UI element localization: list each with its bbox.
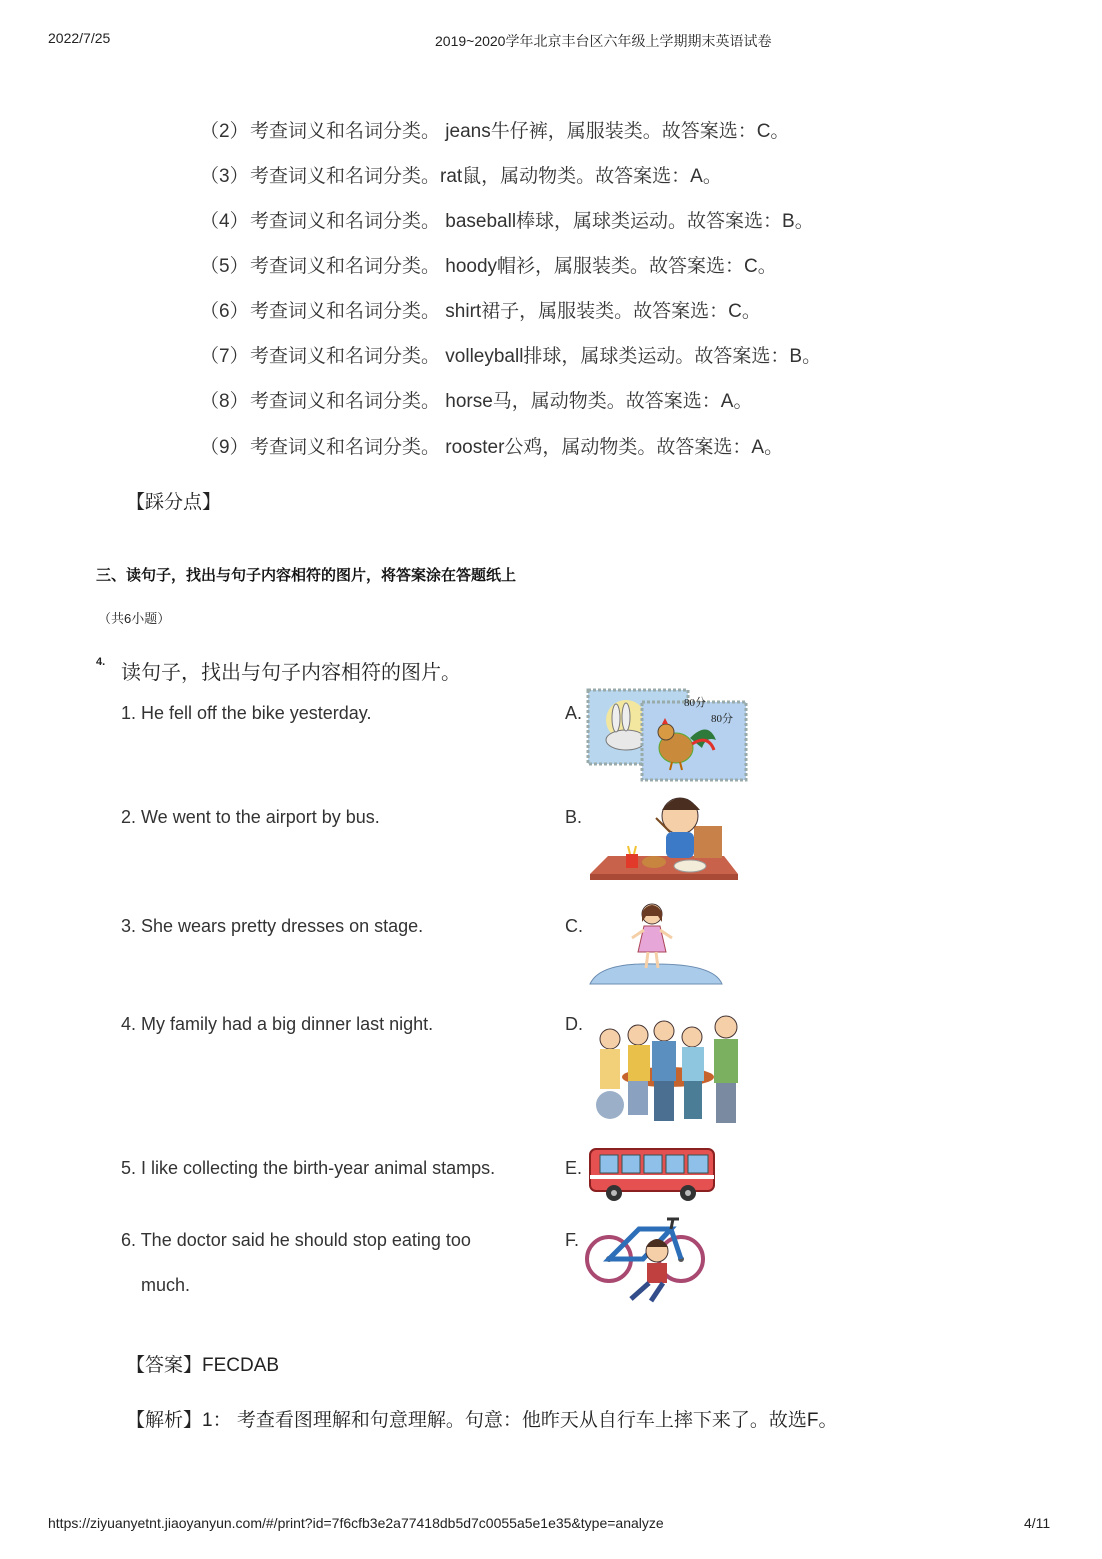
question-number: 4. [96,656,106,668]
stamps-image [586,688,748,782]
option-a-letter: A. [565,703,583,723]
option-e-letter: E. [565,1158,583,1178]
question-prompt: 读句子，找出与句子内容相符的图片。 [121,662,461,684]
answer-label: 【答案】 [126,1355,203,1376]
family-dinner-image [586,1005,750,1135]
analysis-line-6 [200,296,761,323]
stamp-price-2: 80分 [711,713,733,725]
analysis-text: 考查词义和名词分类。 volleyball排球，属球类运动。故答案选：B。 [250,346,822,367]
option-f-letter: F. [565,1230,580,1250]
analysis-line-3 [200,161,722,188]
sentence-5: 5. I like collecting the birth-year animal stamps. [121,1158,496,1178]
analysis-number: （8） [200,391,249,412]
stamp-price-1: 80分 [684,697,706,709]
section-subtitle: （共6小题） [98,611,171,626]
analysis-number: （3） [200,166,249,187]
analysis-line [126,1405,837,1432]
document-title: 2019~2020学年北京丰台区六年级上学期期末英语试卷 [435,33,772,49]
answer-line [126,1350,279,1377]
analysis-text: 考查词义和名词分类。 horse马，属动物类。故答案选：A。 [250,391,753,412]
analysis-line-5 [200,251,777,278]
sentence-4: 4. My family had a big dinner last night. [121,1014,434,1034]
sentence-6: 6. The doctor said he should stop eating too [121,1230,471,1250]
analysis-text: 考查词义和名词分类。 jeans牛仔裤，属服装类。故答案选：C。 [250,121,790,142]
analysis-number: （9） [200,437,249,458]
analysis-number: （7） [200,346,249,367]
analysis-text: 1： 考查看图理解和句意理解。句意：他昨天从自行车上摔下来了。故选F。 [202,1410,838,1431]
analysis-line-2 [200,116,789,143]
print-date: 2022/7/25 [48,30,111,46]
sentence-2: 2. We went to the airport by bus. [121,807,380,827]
analysis-label: 【解析】 [126,1410,203,1431]
score-point-label: 【踩分点】 [126,492,222,513]
analysis-text: 考查词义和名词分类。 shirt裙子，属服装类。故答案选：C。 [250,301,761,322]
analysis-number: （2） [200,121,249,142]
option-d-letter: D. [565,1014,583,1034]
analysis-text: 考查词义和名词分类。rat鼠，属动物类。故答案选：A。 [250,166,722,187]
girl-stage-image [586,900,726,990]
option-c-letter: C. [565,916,583,936]
analysis-number: （5） [200,256,249,277]
answer-value: FECDAB [202,1355,280,1376]
analysis-number: （6） [200,301,249,322]
analysis-line-4 [200,206,814,233]
analysis-line-9 [200,432,783,459]
footer-url[interactable]: https://ziyuanyetnt.jiaoyanyun.com/#/print?id=7f6cfb3e2a77418db5d7c0055a5e1e35&type=analyze [48,1515,664,1531]
analysis-text: 考查词义和名词分类。 rooster公鸡，属动物类。故答案选：A。 [250,437,784,458]
analysis-text: 考查词义和名词分类。 hoody帽衫，属服装类。故答案选：C。 [250,256,777,277]
sentence-1: 1. He fell off the bike yesterday. [121,703,372,723]
analysis-line-8 [200,386,752,413]
section-title: 三、读句子，找出与句子内容相符的图片，将答案涂在答题纸上 [96,567,517,584]
page-number: 4/11 [1024,1515,1051,1531]
analysis-number: （4） [200,211,249,232]
boy-eating-image [586,792,742,888]
sentence-3: 3. She wears pretty dresses on stage. [121,916,424,936]
sentence-6-cont: much. [141,1275,191,1295]
bus-image [586,1145,718,1203]
analysis-line-7 [200,341,821,368]
bike-fall-image [583,1215,709,1307]
option-b-letter: B. [565,807,583,827]
analysis-text: 考查词义和名词分类。 baseball棒球，属球类运动。故答案选：B。 [250,211,814,232]
